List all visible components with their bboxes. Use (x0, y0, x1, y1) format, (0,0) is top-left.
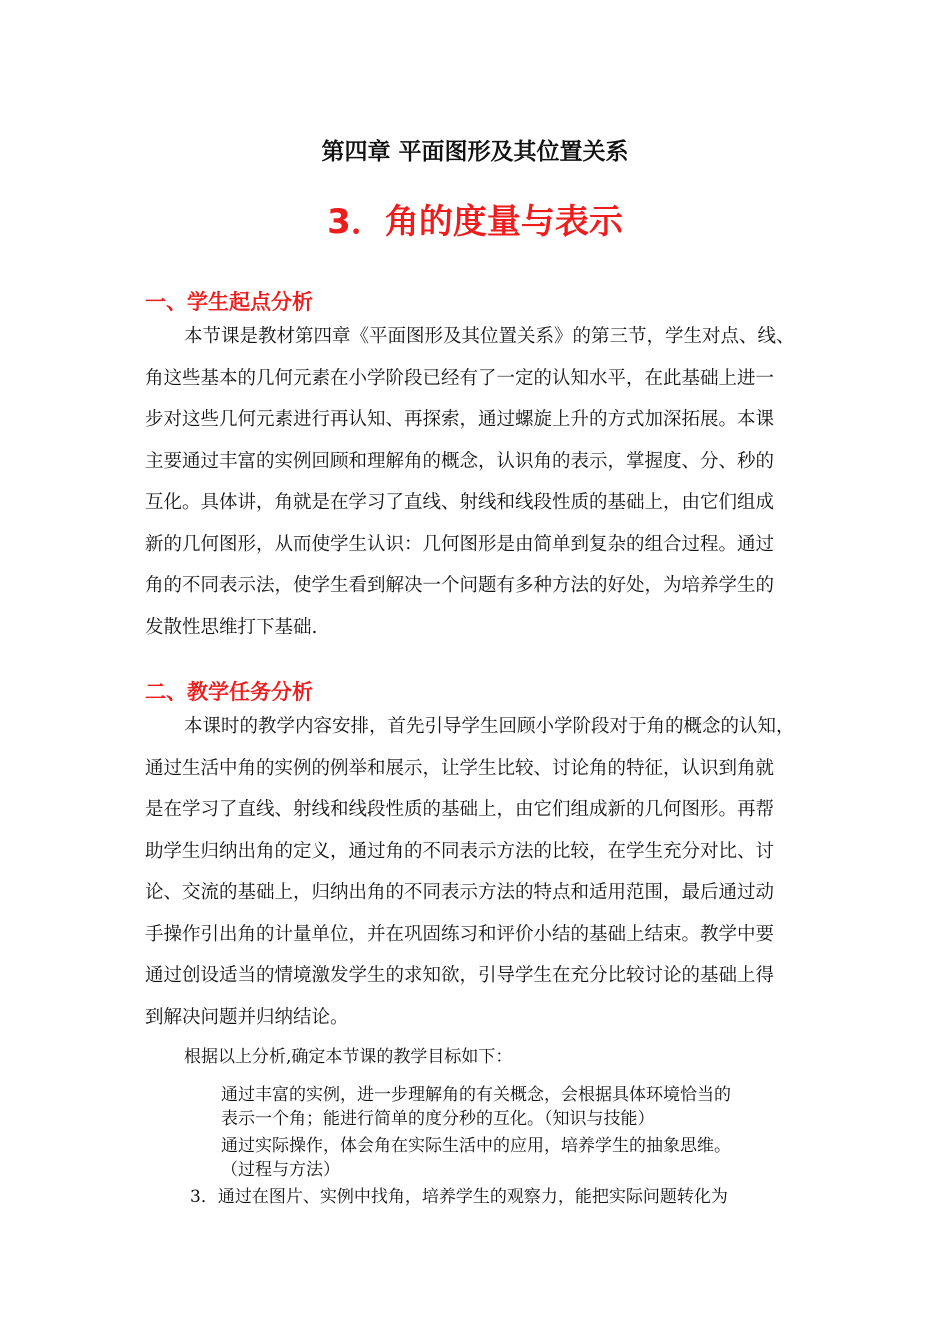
paragraph-line: 角这些基本的几何元素在小学阶段已经有了一定的认知水平，在此基础上进一 (145, 368, 775, 389)
paragraph-line: 通过生活中角的实例的例举和展示，让学生比较、讨论角的特征，认识到角就 (145, 758, 775, 779)
paragraph-line: 互化。具体讲，角就是在学习了直线、射线和线段性质的基础上，由它们组成 (145, 492, 775, 513)
paragraph-line: 角的不同表示法，使学生看到解决一个问题有多种方法的好处，为培养学生的 (145, 575, 775, 596)
paragraph-line: 主要通过丰富的实例回顾和理解角的概念，认识角的表示，掌握度、分、秒的 (145, 451, 775, 472)
lesson-title: 3．角的度量与表示 (327, 202, 623, 242)
paragraph-line: 发散性思维打下基础. (145, 617, 318, 638)
paragraph-line: 是在学习了直线、射线和线段性质的基础上，由它们组成新的几何图形。再帮 (145, 799, 775, 820)
paragraph-line: 新的几何图形，从而使学生认识：几何图形是由简单到复杂的组合过程。通过 (145, 534, 775, 555)
goal-intro: 根据以上分析,确定本节课的教学目标如下： (184, 1047, 513, 1067)
paragraph-line: 通过创设适当的情境激发学生的求知欲，引导学生在充分比较讨论的基础上得 (145, 965, 775, 986)
goal-line: 3．通过在图片、实例中找角，培养学生的观察力，能把实际问题转化为 (190, 1187, 728, 1207)
goal-line: （过程与方法） (221, 1160, 340, 1180)
paragraph-line: 论、交流的基础上，归纳出角的不同表示方法的特点和适用范围，最后通过动 (145, 882, 775, 903)
paragraph-line: 本节课是教材第四章《平面图形及其位置关系》的第三节，学生对点、线、 (184, 326, 795, 347)
paragraph-line: 助学生归纳出角的定义，通过角的不同表示方法的比较，在学生充分对比、讨 (145, 841, 775, 862)
paragraph-line: 本课时的教学内容安排，首先引导学生回顾小学阶段对于角的概念的认知， (184, 716, 795, 737)
paragraph-line: 手操作引出角的计量单位，并在巩固练习和评价小结的基础上结束。教学中要 (145, 924, 775, 945)
goal-line: 通过丰富的实例，进一步理解角的有关概念，会根据具体环境恰当的 (221, 1085, 731, 1105)
section-heading-student-analysis: 一、学生起点分析 (145, 290, 313, 314)
goal-line: 通过实际操作，体会角在实际生活中的应用，培养学生的抽象思维。 (221, 1136, 731, 1156)
chapter-title: 第四章 平面图形及其位置关系 (321, 139, 629, 165)
section-heading-task-analysis: 二、教学任务分析 (145, 680, 313, 704)
paragraph-line: 到解决问题并归纳结论。 (145, 1007, 349, 1028)
goal-line: 表示一个角；能进行简单的度分秒的互化。（知识与技能） (221, 1109, 655, 1129)
paragraph-line: 步对这些几何元素进行再认知、再探索，通过螺旋上升的方式加深拓展。本课 (145, 409, 775, 430)
